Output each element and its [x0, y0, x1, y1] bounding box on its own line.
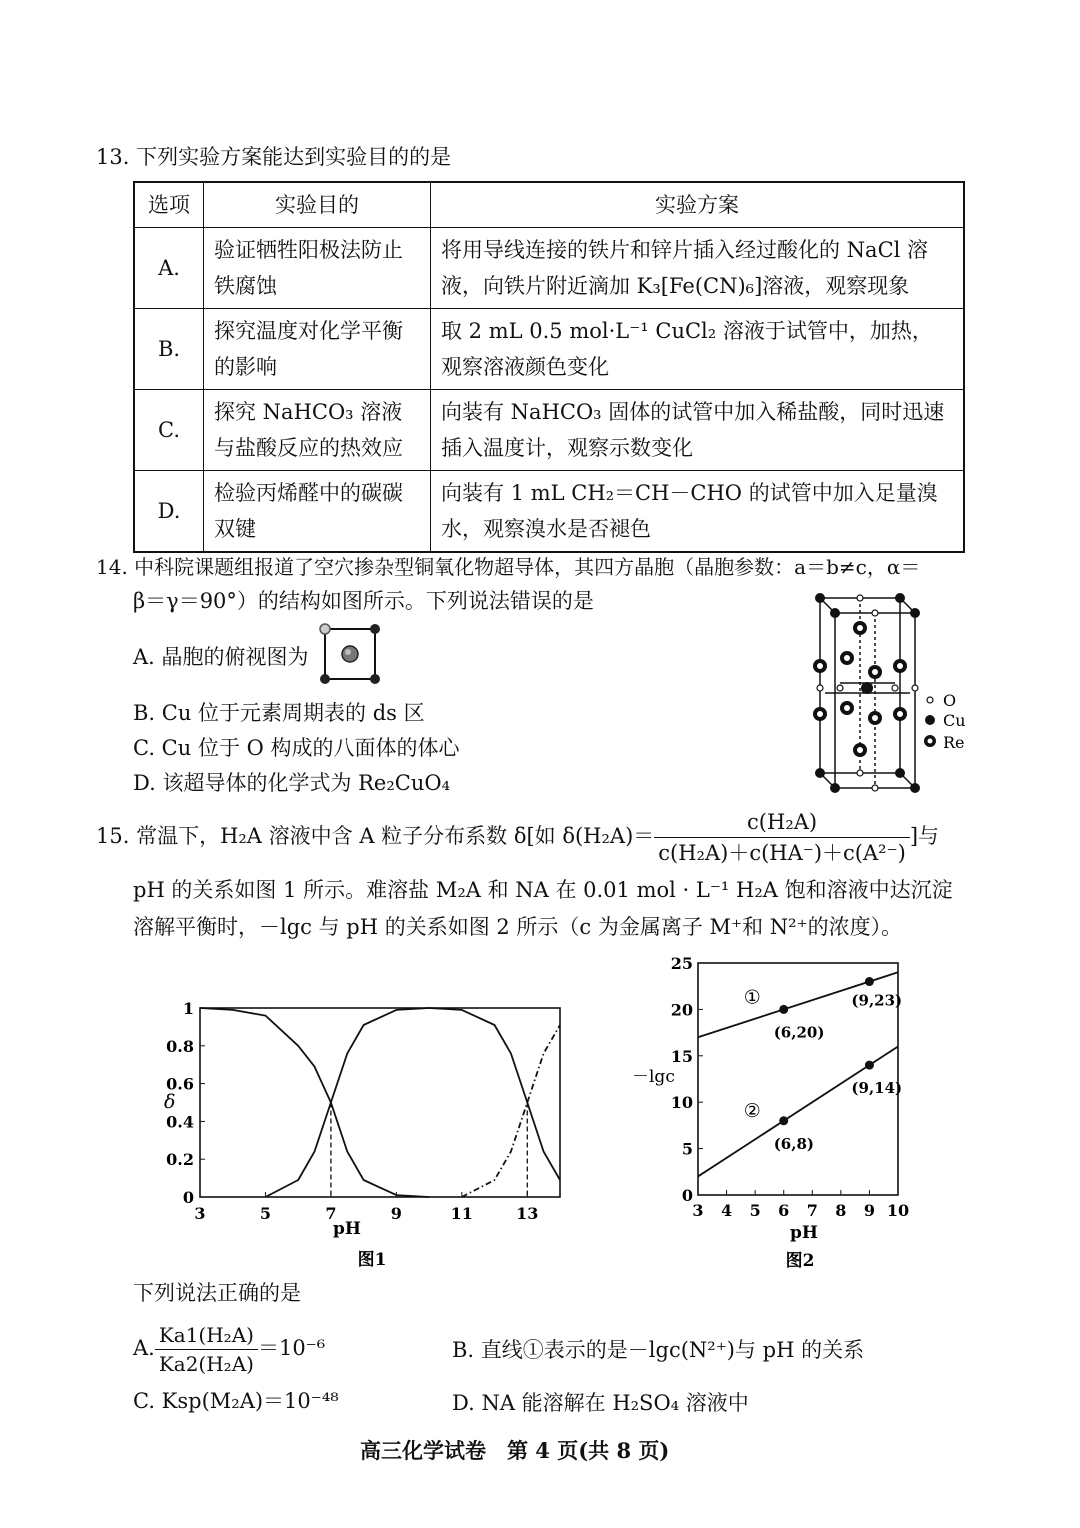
legend-o: O: [943, 691, 957, 710]
row-goal: 探究 NaHCO₃ 溶液与盐酸反应的热效应: [204, 390, 431, 471]
fig1-series-h2a: [200, 1008, 429, 1197]
fig2-y-tick-label: 0: [681, 1186, 693, 1205]
header-plan: 实验方案: [431, 182, 965, 228]
row-goal: 探究温度对化学平衡的影响: [204, 309, 431, 390]
fig1-series-ha: [266, 1008, 561, 1197]
row-option: A.: [134, 228, 204, 309]
row-option: D.: [134, 471, 204, 553]
fig2-x-tick-label: 7: [806, 1201, 818, 1220]
q15-frac-den: c(H₂A)＋c(HA⁻)＋c(A²⁻): [658, 841, 906, 865]
fig1-xlabel: pH: [333, 1219, 361, 1239]
legend-re: Re: [943, 733, 965, 752]
legend-o-icon: [927, 697, 933, 703]
q14-option-d: D. 该超导体的化学式为 Re₂CuO₄: [133, 771, 450, 795]
fig2-point-label: (9,14): [851, 1079, 903, 1098]
fig1-series-a2: [462, 1025, 560, 1197]
fig2-title: 图2: [785, 1251, 815, 1271]
q14-option-c: C. Cu 位于 O 构成的八面体的体心: [133, 736, 460, 760]
q15-stem-pre: 15. 常温下，H₂A 溶液中含 A 粒子分布系数 δ[如 δ(H₂A)＝: [96, 824, 655, 848]
fig1-x-tick-label: 5: [259, 1204, 272, 1223]
q15-line2: pH 的关系如图 1 所示。难溶盐 M₂A 和 NA 在 0.01 mol · L⁻¹ H₂A 饱和溶液中达沉淀: [133, 878, 953, 902]
fig2-x-tick-label: 3: [692, 1201, 704, 1220]
fig1-y-tick-label: 1: [182, 999, 194, 1018]
figure-1-chart: [150, 990, 590, 1280]
q14-stem-line2: β＝γ＝90°）的结构如图所示。下列说法错误的是: [133, 589, 594, 613]
q15-option-d: D. NA 能溶解在 H₂SO₄ 溶液中: [452, 1391, 749, 1415]
fig2-data-point: [779, 1116, 788, 1125]
figure-2-chart: [630, 955, 930, 1275]
fig2-x-tick-label: 9: [863, 1201, 875, 1220]
row-plan: 将用导线连接的铁片和锌片插入经过酸化的 NaCl 溶液，向铁片附近滴加 K₃[Fe(CN)₆]溶液，观察现象: [431, 228, 965, 309]
fig1-y-tick-label: 0.8: [166, 1036, 194, 1056]
fig1-x-tick-label: 9: [390, 1204, 402, 1223]
table-row: [134, 228, 964, 309]
q15-opt-a-label: A.: [133, 1336, 155, 1360]
q15-stem-line1: [96, 806, 939, 868]
q15-opt-a-val: ＝10⁻⁶: [257, 1336, 326, 1360]
table-header-row: [134, 182, 964, 228]
fig2-x-tick-label: 4: [721, 1201, 733, 1220]
fig2-y-tick-label: 5: [681, 1139, 693, 1159]
fig2-y-tick-label: 10: [670, 1093, 693, 1113]
fig1-x-tick-label: 13: [516, 1204, 539, 1223]
fig2-series-name: ①: [743, 986, 761, 1009]
row-goal: 检验丙烯醛中的碳碳双键: [204, 471, 431, 553]
q15-fraction: [654, 807, 910, 868]
q15-option-c: C. Ksp(M₂A)＝10⁻⁴⁸: [133, 1389, 339, 1413]
q14-stem-line1: 14. 中科院课题组报道了空穴掺杂型铜氧化物超导体，其四方晶胞（晶胞参数：a＝b≠c，α＝: [96, 555, 921, 579]
fig2-y-tick-label: 15: [670, 1046, 693, 1066]
header-option: 选项: [134, 182, 204, 228]
fig2-x-tick-label: 8: [835, 1201, 847, 1220]
fig2-point-label: (6,20): [773, 1023, 825, 1042]
q13-stem: 13. 下列实验方案能达到实验目的的是: [96, 145, 452, 169]
fig2-y-tick-label: 25: [670, 955, 693, 973]
fig1-x-tick-label: 11: [450, 1204, 473, 1223]
fig2-point-label: (9,23): [851, 991, 903, 1010]
fig2-x-tick-label: 5: [749, 1201, 761, 1220]
fig1-x-tick-label: 3: [194, 1204, 206, 1223]
table-row: [134, 309, 964, 390]
top-view-figure: [318, 622, 386, 686]
page-footer: 高三化学试卷 第 4 页(共 8 页): [360, 1438, 670, 1463]
q15-opt-a-fraction: [155, 1321, 258, 1378]
fig2-ylabel: －lgc: [632, 1067, 675, 1087]
table-row: [134, 390, 964, 471]
q15-opt-a-num: Ka1(H₂A): [155, 1321, 258, 1350]
legend-cu-icon: [925, 715, 935, 725]
q14-option-a: A. 晶胞的俯视图为: [133, 645, 309, 669]
fig1-x-tick-label: 7: [325, 1204, 337, 1223]
fig2-data-point: [779, 1005, 788, 1014]
fig2-x-tick-label: 6: [778, 1201, 790, 1220]
fig2-series-name: ②: [743, 1099, 761, 1122]
q15-option-a: [133, 1318, 325, 1378]
q15-stem-post: ]与: [909, 824, 940, 848]
row-plan: 向装有 NaHCO₃ 固体的试管中加入稀盐酸，同时迅速插入温度计，观察示数变化: [431, 390, 965, 471]
fig1-y-tick-label: 0: [182, 1188, 194, 1207]
crystal-cell-figure: [800, 588, 980, 793]
fig1-y-tick-label: 0.2: [166, 1150, 194, 1170]
row-plan: 取 2 mL 0.5 mol·L⁻¹ CuCl₂ 溶液于试管中，加热，观察溶液颜色变化: [431, 309, 965, 390]
fig2-xlabel: pH: [790, 1223, 818, 1243]
q15-frac-num: c(H₂A): [654, 807, 910, 838]
fig1-title: 图1: [357, 1250, 387, 1270]
row-option: C.: [134, 390, 204, 471]
q15-prompt: 下列说法正确的是: [133, 1281, 301, 1305]
fig1-y-tick-label: 0.4: [166, 1112, 194, 1132]
legend-cu: Cu: [943, 711, 966, 730]
header-goal: 实验目的: [204, 182, 431, 228]
row-option: B.: [134, 309, 204, 390]
fig1-y-tick-label: 0.6: [166, 1074, 194, 1094]
fig2-y-tick-label: 20: [670, 1000, 693, 1020]
row-plan: 向装有 1 mL CH₂＝CH－CHO 的试管中加入足量溴水，观察溴水是否褪色: [431, 471, 965, 553]
q14-option-b: B. Cu 位于元素周期表的 ds 区: [133, 701, 425, 725]
table-row: [134, 471, 964, 553]
fig2-data-point: [865, 977, 874, 986]
q15-option-b: B. 直线①表示的是－lgc(N²⁺)与 pH 的关系: [452, 1338, 865, 1362]
q15-line3: 溶解平衡时，－lgc 与 pH 的关系如图 2 所示（c 为金属离子 M⁺和 N²⁺的浓度）。: [133, 915, 903, 939]
row-goal: 验证牺牲阳极法防止铁腐蚀: [204, 228, 431, 309]
fig2-x-tick-label: 10: [886, 1201, 910, 1220]
fig2-point-label: (6,8): [773, 1134, 815, 1153]
q15-opt-a-den: Ka2(H₂A): [158, 1352, 254, 1376]
fig2-data-point: [865, 1061, 874, 1070]
q13-table: [133, 181, 965, 553]
fig1-ylabel: δ: [164, 1091, 176, 1113]
fig1-frame: [200, 1008, 560, 1197]
